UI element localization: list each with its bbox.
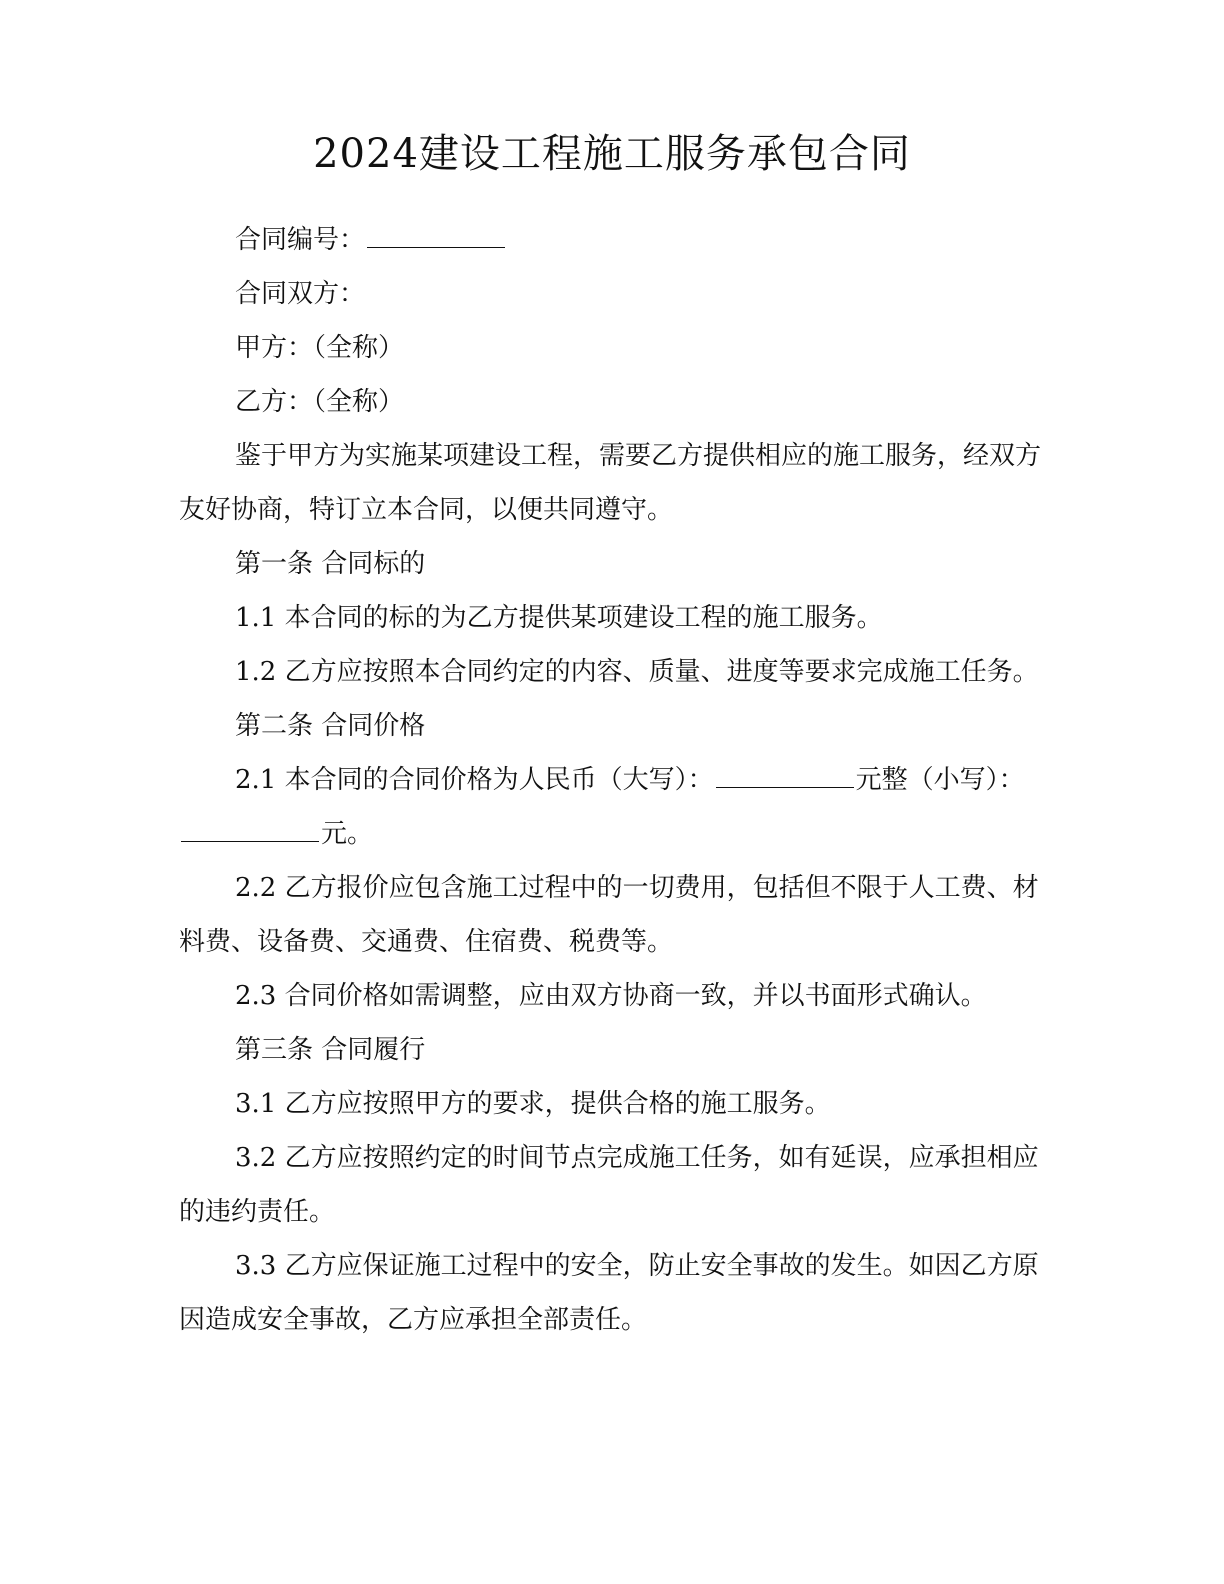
article-3-title: 第三条 合同履行 xyxy=(235,1035,426,1065)
price-words-blank xyxy=(716,786,854,788)
clause-1-1: 1.1 本合同的标的为乙方提供某项建设工程的施工服务。 xyxy=(235,603,883,633)
clause-3-2: 3.2 乙方应按照约定的时间节点完成施工任务，如有延误，应承担相应的违约责任。 xyxy=(179,1143,1039,1227)
clause-2-1-text-a: 2.1 本合同的合同价格为人民币（大写）： xyxy=(235,765,714,795)
party-a: 甲方：（全称） xyxy=(235,333,405,363)
document-body xyxy=(179,213,1051,1347)
document-title: 2024建设工程施工服务承包合同 xyxy=(313,131,911,177)
article-1-title: 第一条 合同标的 xyxy=(235,549,426,579)
clause-2-1 xyxy=(179,753,1051,861)
clause-2-1-text-c: 元。 xyxy=(321,819,374,849)
contract-number-label: 合同编号： xyxy=(235,225,366,255)
party-b: 乙方：（全称） xyxy=(235,387,405,417)
contract-number-blank xyxy=(367,246,505,248)
clause-3-1: 3.1 乙方应按照甲方的要求，提供合格的施工服务。 xyxy=(235,1089,831,1119)
clause-3-3: 3.3 乙方应保证施工过程中的安全，防止安全事故的发生。如因乙方原因造成安全事故，乙方应承担全部责任。 xyxy=(179,1251,1039,1335)
preamble: 鉴于甲方为实施某项建设工程，需要乙方提供相应的施工服务，经双方友好协商，特订立本合同，以便共同遵守。 xyxy=(179,441,1042,525)
price-figures-blank xyxy=(181,840,319,842)
article-2-title: 第二条 合同价格 xyxy=(235,711,426,741)
clause-1-2: 1.2 乙方应按照本合同约定的内容、质量、进度等要求完成施工任务。 xyxy=(235,657,1039,687)
clause-2-3: 2.3 合同价格如需调整，应由双方协商一致，并以书面形式确认。 xyxy=(235,981,987,1011)
parties-label: 合同双方： xyxy=(235,279,366,309)
contract-number-line xyxy=(179,213,1051,267)
clause-2-2: 2.2 乙方报价应包含施工过程中的一切费用，包括但不限于人工费、材料费、设备费、交通费、住宿费、税费等。 xyxy=(179,873,1039,957)
clause-2-1-text-b: 元整（小写）： xyxy=(855,765,1025,795)
